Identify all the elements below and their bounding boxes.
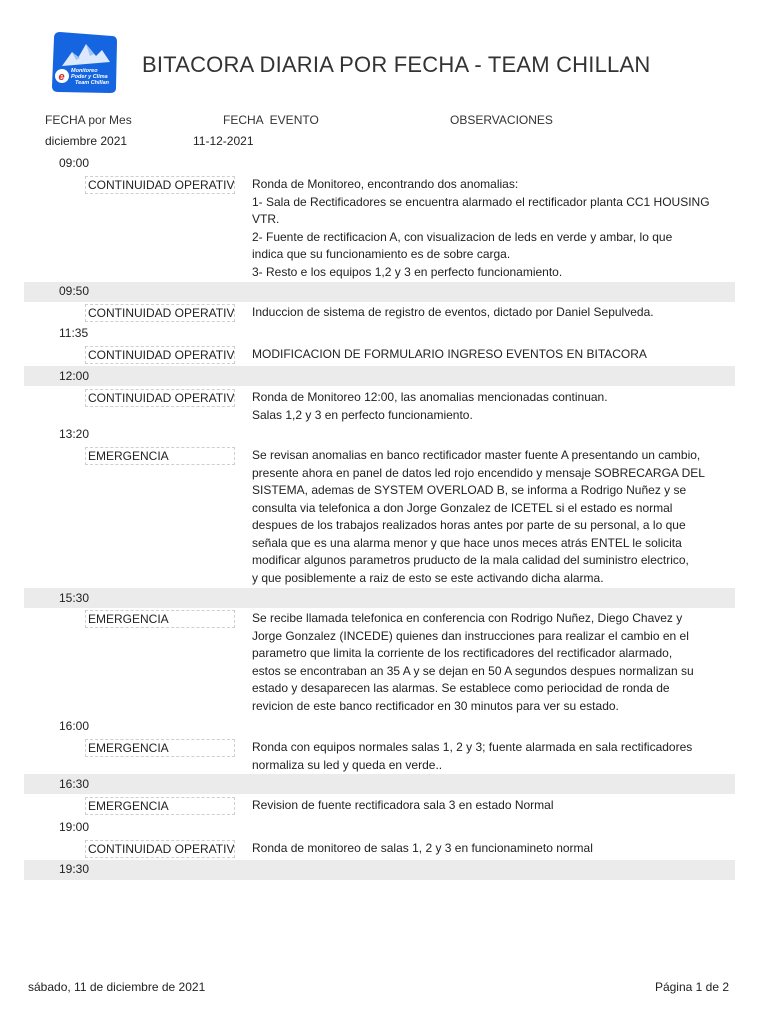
event-time: 09:00 — [59, 156, 90, 170]
event-category: CONTINUIDAD OPERATIV — [85, 176, 235, 194]
row-band — [24, 774, 735, 794]
observation-line: Se revisan anomalias en banco rectificador master fuente A presentando un cambio, — [252, 448, 701, 462]
event-observation — [252, 346, 732, 364]
column-header-fecha-evento: FECHA EVENTO — [223, 113, 319, 127]
event-observation — [252, 176, 732, 281]
observation-line: VTR. — [252, 212, 280, 226]
observation-line: 2- Fuente de rectificacion A, con visualizacion de leds en verde y ambar, lo que — [252, 229, 673, 244]
observation-line: y que posiblemente a raiz de esto se este activando dicha alarma. — [252, 570, 604, 585]
event-time: 16:00 — [59, 719, 90, 733]
event-category: CONTINUIDAD OPERATIV — [85, 389, 235, 407]
footer-page-number: Página 1 de 2 — [654, 980, 729, 994]
page-title: BITACORA DIARIA POR FECHA - TEAM CHILLAN — [142, 52, 651, 77]
row-band — [24, 282, 735, 302]
row-band — [24, 860, 735, 880]
row-band — [24, 588, 735, 608]
logo-line-3: Team Chillan — [75, 80, 110, 86]
observation-line: Salas 1,2 y 3 en perfecto funcionamiento. — [252, 407, 473, 422]
event-category: EMERGENCIA — [85, 447, 235, 465]
column-header-fecha-mes: FECHA por Mes — [45, 113, 132, 127]
team-logo — [50, 30, 118, 94]
observation-line: despues de los trabajos realizados horas antes por parte de su personal, a lo que — [252, 518, 686, 532]
observation-line: normaliza su led y queda en verde.. — [252, 757, 443, 772]
observation-line: indica que su funcionamiento es de sobre carga. — [252, 247, 511, 261]
observation-line: presente ahora en panel de datos led rojo encendido y mensaje SOBRECARGA DEL — [252, 465, 705, 480]
observation-line: señala que es una alarma menor y que hace unos meces atrás ENTEL le solicita — [252, 535, 682, 550]
event-observation — [252, 840, 732, 858]
event-category: CONTINUIDAD OPERATIV — [85, 346, 235, 364]
event-observation — [252, 389, 732, 424]
observation-line: 3- Resto e los equipos 1,2 y 3 en perfecto funcionamiento. — [252, 264, 563, 279]
event-category: EMERGENCIA — [85, 610, 235, 628]
event-time: 11:35 — [59, 326, 89, 340]
event-time: 09:50 — [59, 284, 90, 298]
event-category: EMERGENCIA — [85, 739, 235, 757]
event-time: 19:00 — [59, 820, 90, 834]
observation-line: estado y desaparecen las alarmas. Se establece como periocidad de ronda de — [252, 681, 670, 695]
event-time: 13:20 — [59, 427, 90, 441]
observation-line: SISTEMA, ademas de SYSTEM OVERLOAD B, se informa a Rodrigo Nuñez y se — [252, 483, 687, 497]
row-band — [24, 366, 735, 386]
event-time: 15:30 — [59, 591, 90, 605]
observation-line: Ronda con equipos normales salas 1, 2 y 3; fuente alarmada en sala rectificadores — [252, 740, 693, 754]
logo-mark: e — [58, 71, 65, 83]
observation-line: Induccion de sistema de registro de eventos, dictado por Daniel Sepulveda. — [252, 305, 654, 319]
observation-line: Revision de fuente rectificadora sala 3 en estado Normal — [252, 798, 554, 812]
event-time: 16:30 — [59, 777, 90, 791]
observation-line: modificar algunos parametros pruducto de la mala calidad del suministro electrico, — [252, 553, 689, 567]
observation-line: estos se encontraban an 35 A y se dejan en 50 A segundos despues normalizan su — [252, 663, 694, 678]
event-observation — [252, 797, 732, 815]
logo-line-2: Poder y Clima — [71, 74, 108, 80]
observation-line: Se recibe llamada telefonica en conferencia con Rodrigo Nuñez, Diego Chavez y — [252, 611, 683, 625]
observation-line: 1- Sala de Rectificadores se encuentra alarmado el rectificador planta CC1 HOUSING — [252, 194, 710, 209]
event-observation — [252, 739, 732, 774]
observation-line: Jorge Gonzalez (INCEDE) quienes dan instrucciones para realizar el cambio en el — [252, 628, 689, 643]
observation-line: Ronda de Monitoreo, encontrando dos anomalias: — [252, 177, 519, 191]
event-observation — [252, 447, 732, 587]
observation-line: parametro que limita la corriente de los rectificadores del rectificador alarmado, — [252, 646, 673, 660]
event-category: EMERGENCIA — [85, 797, 235, 815]
group-date: 11-12-2021 — [193, 134, 254, 148]
observation-line: Ronda de Monitoreo 12:00, las anomalias mencionadas continuan. — [252, 390, 608, 404]
observation-line: revicion de este banco rectificador en 30 minutos para ver su estado. — [252, 698, 619, 713]
event-category: CONTINUIDAD OPERATIV — [85, 840, 235, 858]
footer-date: sábado, 11 de diciembre de 2021 — [28, 980, 206, 994]
observation-line: Ronda de monitoreo de salas 1, 2 y 3 en funcionamineto normal — [252, 841, 593, 855]
event-observation — [252, 304, 732, 322]
observation-line: MODIFICACION DE FORMULARIO INGRESO EVENTOS EN BITACORA — [252, 347, 647, 361]
group-month: diciembre 2021 — [45, 134, 128, 148]
logo-line-1: Monitoreo — [71, 68, 98, 74]
column-header-observaciones: OBSERVACIONES — [450, 113, 553, 127]
event-time: 12:00 — [59, 369, 90, 383]
event-observation — [252, 610, 732, 715]
event-category: CONTINUIDAD OPERATIV — [85, 304, 235, 322]
event-time: 19:30 — [59, 862, 90, 876]
observation-line: consulta via telefonica a don Jorge Gonzalez de ICETEL si el estado es normal — [252, 500, 673, 515]
